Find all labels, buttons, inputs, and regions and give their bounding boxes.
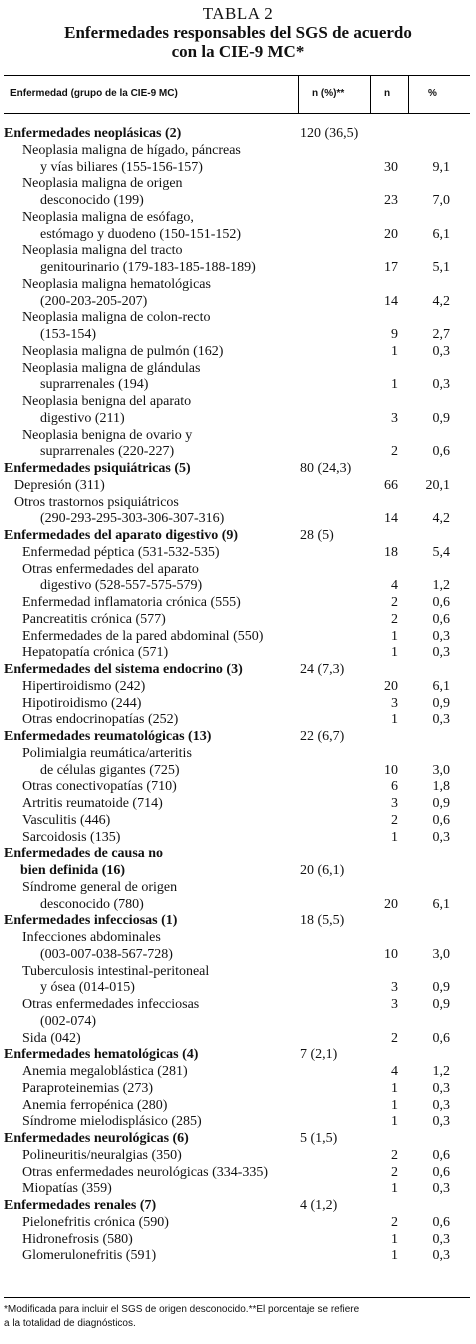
disease-label: Enfermedad péptica (531-532-535) [22, 544, 220, 560]
n-cell: 2 [391, 1164, 398, 1180]
table-row [0, 160, 476, 177]
n-cell: 10 [384, 946, 398, 962]
n-cell: 9 [391, 327, 398, 342]
disease-label: y vías biliares (155-156-157) [40, 159, 203, 175]
n-cell: 2 [391, 1214, 398, 1230]
group-total-cell: 120 (36,5) [300, 126, 359, 141]
n-cell: 14 [384, 293, 398, 309]
n-cell: 3 [391, 695, 398, 711]
percent-cell: 0,3 [432, 829, 450, 845]
n-cell: 1 [391, 1080, 398, 1096]
n-cell: 1 [391, 628, 398, 644]
disease-label: de células gigantes (725) [40, 762, 180, 778]
n-cell: 1 [391, 1097, 398, 1113]
table-row [0, 1248, 476, 1265]
n-cell: 6 [391, 779, 398, 795]
table-row [0, 1064, 476, 1081]
n-cell: 4 [391, 578, 398, 594]
disease-label: Miopatías (359) [22, 1181, 112, 1197]
n-cell: 2 [391, 1030, 398, 1046]
table-row [0, 930, 476, 947]
n-cell: 3 [391, 980, 398, 996]
disease-label: Hidronefrosis (580) [22, 1231, 133, 1247]
table-row [0, 310, 476, 327]
percent-cell: 0,6 [432, 1214, 450, 1230]
disease-label: Enfermedades infecciosas (1) [4, 913, 178, 929]
percent-cell: 5,4 [432, 544, 450, 560]
disease-label: Neoplasia maligna hematológicas [22, 276, 211, 292]
table-row [0, 997, 476, 1014]
n-cell: 1 [391, 1181, 398, 1197]
table-row [0, 897, 476, 914]
disease-label: Neoplasia maligna del tracto [22, 243, 183, 259]
n-cell: 1 [391, 1248, 398, 1264]
percent-cell: 0,3 [432, 1080, 450, 1096]
disease-label: Sarcoidosis (135) [22, 829, 121, 845]
table-row [0, 210, 476, 227]
n-cell: 1 [391, 1114, 398, 1130]
disease-label: digestivo (528-557-575-579) [40, 578, 203, 594]
percent-cell: 0,3 [432, 645, 450, 661]
disease-label: Enfermedad inflamatoria crónica (555) [22, 595, 241, 610]
disease-label: Paraproteinemias (273) [22, 1080, 154, 1096]
table-row [0, 277, 476, 294]
percent-cell: 0,3 [432, 1181, 450, 1197]
table-row [0, 193, 476, 210]
percent-cell: 0,6 [432, 1164, 450, 1180]
group-total-cell: 80 (24,3) [300, 461, 352, 476]
n-cell: 23 [384, 193, 398, 208]
percent-cell: 0,6 [432, 444, 450, 460]
footnote-line-1: *Modificada para incluir el SGS de origen desconocido.**El porcentaje se refiere [4, 1304, 360, 1315]
table-row [0, 1148, 476, 1165]
disease-label: Otras conectivopatías (710) [22, 779, 177, 795]
disease-label: Enfermedades hematológicas (4) [4, 1047, 199, 1063]
table-row [0, 260, 476, 277]
percent-cell: 0,3 [432, 343, 450, 359]
table-row [0, 880, 476, 897]
disease-label: Otras enfermedades neurológicas (334-335) [22, 1164, 269, 1180]
header-divider-3 [408, 75, 409, 113]
group-row [0, 662, 476, 679]
n-cell: 17 [384, 260, 398, 275]
disease-label: Enfermedades neurológicas (6) [4, 1131, 189, 1146]
table-row [0, 444, 476, 461]
header-n-percent: n (%)** [312, 88, 345, 99]
disease-label: Otras endocrinopatías (252) [22, 712, 179, 728]
percent-cell: 0,6 [432, 1147, 450, 1163]
disease-label: bien definida (16) [20, 863, 126, 878]
disease-label: Neoplasia benigna de ovario y [22, 427, 193, 443]
table-row [0, 361, 476, 378]
table-row [0, 796, 476, 813]
percent-cell: 0,3 [432, 1248, 450, 1264]
disease-label: Depresión (311) [14, 477, 105, 493]
table-row [0, 595, 476, 612]
percent-cell: 1,2 [432, 1064, 450, 1079]
disease-label: Pancreatitis crónica (577) [22, 611, 166, 627]
table-row [0, 344, 476, 361]
disease-label: Síndrome mielodisplásico (285) [22, 1114, 202, 1130]
percent-cell: 6,1 [432, 678, 450, 694]
table-row [0, 779, 476, 796]
table-row [0, 980, 476, 997]
header-rule [4, 113, 470, 114]
table-row [0, 227, 476, 244]
n-cell: 1 [391, 712, 398, 728]
disease-label: estómago y duodeno (150-151-152) [40, 226, 242, 242]
n-cell: 2 [391, 812, 398, 828]
group-row [0, 1131, 476, 1148]
header-n: n [384, 88, 391, 99]
disease-label: Anemia megaloblástica (281) [22, 1064, 188, 1079]
table-title-line-1: Enfermedades responsables del SGS de acuerdo [64, 23, 412, 42]
disease-label: Neoplasia maligna de hígado, páncreas [22, 142, 241, 158]
percent-cell: 20,1 [425, 477, 450, 493]
header-divider-1 [298, 75, 299, 113]
table-row [0, 394, 476, 411]
disease-label: Sida (042) [22, 1030, 81, 1046]
n-cell: 2 [391, 444, 398, 460]
disease-label: Síndrome general de origen [22, 879, 178, 895]
table-row [0, 612, 476, 629]
percent-cell: 0,3 [432, 628, 450, 644]
disease-label: (200-203-205-207) [40, 293, 148, 309]
percent-cell: 0,9 [432, 997, 450, 1012]
n-cell: 1 [391, 829, 398, 845]
disease-label: Otros trastornos psiquiátricos [14, 494, 179, 510]
table-row [0, 1165, 476, 1182]
disease-label: Neoplasia maligna de colon-recto [22, 310, 211, 326]
n-cell: 18 [384, 544, 398, 560]
n-cell: 2 [391, 1147, 398, 1163]
header-disease: Enfermedad (grupo de la CIE-9 MC) [10, 88, 178, 99]
n-cell: 2 [391, 595, 398, 610]
disease-label: Polimialgia reumática/arteritis [22, 745, 192, 761]
table-row [0, 1181, 476, 1198]
disease-label: Enfermedades de causa no [4, 846, 164, 862]
disease-label: genitourinario (179-183-185-188-189) [40, 260, 256, 275]
group-row [0, 729, 476, 746]
group-total-cell: 20 (6,1) [300, 863, 345, 878]
table-row [0, 830, 476, 847]
disease-label: Neoplasia maligna de glándulas [22, 360, 201, 376]
n-cell: 66 [384, 477, 398, 493]
table-body [0, 126, 476, 1265]
percent-cell: 0,6 [432, 812, 450, 828]
table-row [0, 545, 476, 562]
disease-label: Enfermedades psiquiátricas (5) [4, 461, 191, 476]
table-row [0, 478, 476, 495]
percent-cell: 0,3 [432, 1114, 450, 1130]
disease-label: Neoplasia maligna de esófago, [22, 209, 194, 225]
percent-cell: 0,9 [432, 695, 450, 711]
footnote-line-2: a la totalidad de diagnósticos. [4, 1318, 136, 1329]
table-row [0, 562, 476, 579]
disease-label: Enfermedades neoplásicas (2) [4, 126, 182, 141]
table-row [0, 645, 476, 662]
disease-label: Neoplasia benigna del aparato [22, 394, 192, 409]
n-cell: 30 [384, 159, 398, 175]
disease-label: desconocido (199) [40, 193, 144, 208]
percent-cell: 0,6 [432, 595, 450, 610]
disease-label: digestivo (211) [40, 410, 125, 426]
header-percent: % [428, 88, 437, 99]
percent-cell: 5,1 [432, 260, 450, 275]
group-row [0, 863, 476, 880]
n-cell: 1 [391, 377, 398, 393]
disease-label: suprarrenales (220-227) [40, 444, 175, 460]
disease-label: Enfermedades del sistema endocrino (3) [4, 662, 243, 677]
n-cell: 3 [391, 796, 398, 811]
disease-label: Enfermedades de la pared abdominal (550) [22, 628, 264, 644]
percent-cell: 0,9 [432, 796, 450, 811]
disease-label: Hipertiroidismo (242) [22, 678, 146, 694]
group-total-cell: 7 (2,1) [300, 1047, 338, 1063]
disease-label: Neoplasia maligna de origen [22, 176, 183, 192]
table-row [0, 511, 476, 528]
disease-label: Hipotiroidismo (244) [22, 695, 142, 711]
table-row [0, 712, 476, 729]
percent-cell: 0,6 [432, 611, 450, 627]
disease-label: Enfermedades del aparato digestivo (9) [4, 528, 239, 543]
percent-cell: 0,6 [432, 1030, 450, 1046]
n-cell: 20 [384, 226, 398, 242]
disease-label: y ósea (014-015) [40, 980, 135, 996]
n-cell: 20 [384, 678, 398, 694]
disease-label: Pielonefritis crónica (590) [22, 1214, 169, 1230]
top-rule [4, 75, 470, 76]
table-row [0, 176, 476, 193]
disease-label: Otras enfermedades infecciosas [22, 997, 200, 1012]
disease-label: Neoplasia maligna de pulmón (162) [22, 343, 224, 359]
disease-label: Tuberculosis intestinal-peritoneal [22, 963, 210, 979]
percent-cell: 6,1 [432, 896, 450, 912]
table-row [0, 1014, 476, 1031]
table-row [0, 1098, 476, 1115]
percent-cell: 6,1 [432, 226, 450, 242]
disease-label: Artritis reumatoide (714) [22, 796, 163, 811]
table-row [0, 1114, 476, 1131]
n-cell: 1 [391, 343, 398, 359]
table-row [0, 1031, 476, 1048]
percent-cell: 1,8 [432, 779, 450, 795]
table-row [0, 327, 476, 344]
table-row [0, 411, 476, 428]
percent-cell: 4,2 [432, 293, 450, 309]
group-row [0, 1047, 476, 1064]
table-row [0, 746, 476, 763]
n-cell: 14 [384, 511, 398, 527]
n-cell: 3 [391, 410, 398, 426]
disease-label: Glomerulonefritis (591) [22, 1248, 157, 1264]
table-row [0, 964, 476, 981]
disease-label: Hepatopatía crónica (571) [22, 645, 169, 661]
disease-label: Vasculitis (446) [22, 812, 111, 828]
group-row [0, 528, 476, 545]
percent-cell: 0,9 [432, 980, 450, 996]
disease-label: (153-154) [40, 327, 96, 342]
table-row [0, 696, 476, 713]
disease-label: (003-007-038-567-728) [40, 946, 173, 962]
group-total-cell: 22 (6,7) [300, 729, 345, 744]
table-row [0, 1215, 476, 1232]
table-row [0, 763, 476, 780]
group-total-cell: 28 (5) [300, 528, 334, 543]
disease-label: (002-074) [40, 1013, 96, 1029]
group-total-cell: 18 (5,5) [300, 913, 345, 929]
table-row [0, 243, 476, 260]
group-total-cell: 24 (7,3) [300, 662, 345, 677]
group-row [0, 846, 476, 863]
percent-cell: 4,2 [432, 511, 450, 527]
group-row [0, 461, 476, 478]
n-cell: 20 [384, 896, 398, 912]
disease-label: Infecciones abdominales [22, 930, 161, 945]
table-row [0, 679, 476, 696]
group-row [0, 1198, 476, 1215]
bottom-rule [4, 1297, 470, 1298]
n-cell: 4 [391, 1064, 398, 1079]
table-row [0, 377, 476, 394]
percent-cell: 3,0 [432, 762, 450, 778]
n-cell: 1 [391, 645, 398, 661]
group-row [0, 126, 476, 143]
disease-label: Anemia ferropénica (280) [22, 1097, 168, 1113]
table-row [0, 143, 476, 160]
group-row [0, 913, 476, 930]
group-total-cell: 4 (1,2) [300, 1198, 338, 1213]
percent-cell: 0,9 [432, 410, 450, 426]
percent-cell: 0,3 [432, 712, 450, 728]
disease-label: Polineuritis/neuralgias (350) [22, 1147, 182, 1163]
table-row [0, 294, 476, 311]
table-row [0, 578, 476, 595]
disease-label: (290-293-295-303-306-307-316) [40, 511, 225, 527]
table-row [0, 428, 476, 445]
table-row [0, 629, 476, 646]
table-row [0, 1232, 476, 1249]
n-cell: 1 [391, 1231, 398, 1247]
table-row [0, 813, 476, 830]
disease-label: desconocido (780) [40, 896, 144, 912]
percent-cell: 0,3 [432, 1231, 450, 1247]
table-row [0, 1081, 476, 1098]
table-row [0, 947, 476, 964]
disease-label: Enfermedades renales (7) [4, 1198, 157, 1213]
table-title-line-2: con la CIE-9 MC* [171, 42, 305, 61]
n-cell: 10 [384, 762, 398, 778]
percent-cell: 0,3 [432, 1097, 450, 1113]
percent-cell: 1,2 [432, 578, 450, 594]
n-cell: 2 [391, 611, 398, 627]
disease-label: Otras enfermedades del aparato [22, 561, 199, 577]
percent-cell: 3,0 [432, 946, 450, 962]
n-cell: 3 [391, 997, 398, 1012]
header-divider-2 [370, 75, 371, 113]
percent-cell: 7,0 [432, 193, 450, 208]
percent-cell: 2,7 [432, 327, 450, 342]
percent-cell: 0,3 [432, 377, 450, 393]
disease-label: suprarrenales (194) [40, 377, 149, 393]
table-row [0, 495, 476, 512]
group-total-cell: 5 (1,5) [300, 1131, 338, 1146]
table-label: TABLA 2 [202, 4, 274, 23]
disease-label: Enfermedades reumatológicas (13) [4, 729, 212, 744]
percent-cell: 9,1 [432, 159, 450, 175]
